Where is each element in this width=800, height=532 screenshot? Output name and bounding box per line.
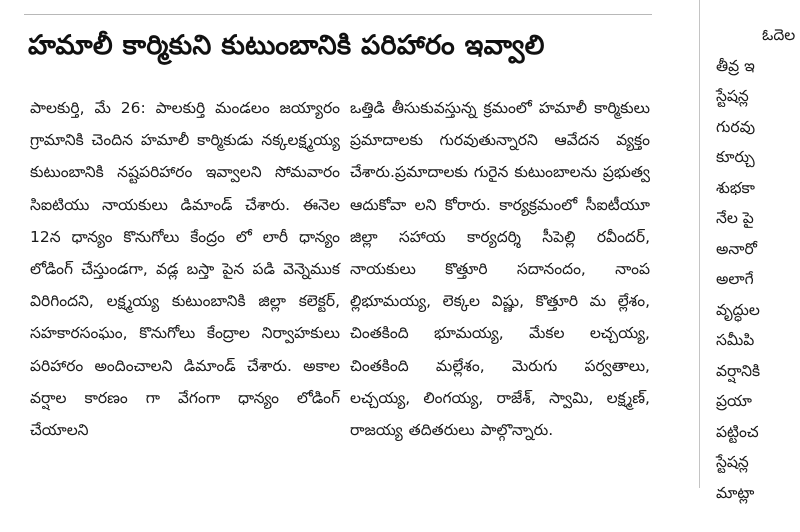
fragment-line: వర్షానికి: [716, 361, 761, 380]
article-body-right-column: ఒత్తిడి తీసుకువస్తున్న క్రమంలో హమాలీ కార్మికులు ప్రమాదాలకు గురవుతున్నారని ఆవేదన వ్యక్తం చేశారు.ప్రమాదాలకు గురైన కుటుంబాలను ప్రభుత్వ ఆదుకోవా లని కోరారు. కార్యక్రమంలో సీఐటీయూ జిల్లా సహాయ కార్యదర్శి సీపెల్లి రవీందర్, నాయకులు కొత్తూరి సదానందం, నాంప ల్లిభూమయ్య, లెక్కల విష్ణు, కొత్తూరి మ ల్లేశం, చింతకింది భూమయ్య, మేకల లచ్చయ్య, చింతకింది మల్లేశం, మెరుగు పర్వతాలు, లచ్చయ్య, లింగయ్య, రాజేశ్, స్వామి, లక్ష్మణ్, రాజయ్య తదితరులు పాల్గొన్నారు.: [350, 99, 650, 440]
fragment-line: ఓదెల: [762, 26, 796, 44]
fragment-line: కూర్చు: [716, 148, 755, 166]
fragment-line: అనారో: [716, 239, 757, 258]
fragment-line: నేల పై: [716, 209, 754, 227]
fragment-line: వృద్ధుల: [716, 300, 760, 319]
fragment-line: మాట్లా: [716, 483, 755, 502]
fragment-line: శుభకా: [716, 178, 755, 197]
fragment-line: సమీపి: [716, 331, 755, 349]
fragment-line: గురవు: [716, 117, 756, 136]
adjacent-article-fragment: [712, 0, 800, 532]
fragment-line: ప్రయా: [716, 392, 752, 410]
top-rule: [24, 14, 652, 15]
article-body-left-column: పాలకుర్తి, మే 26: పాలకుర్తి మండలం జయ్యారం గ్రామానికి చెందిన హమాలీ కార్మికుడు నక్కలక్ష్మయ్య కుటుంబానికి నష్టపరిహారం ఇవ్వాలని సోమవారం సిఐటియు నాయకులు డిమాండ్ చేశారు. ఈనెల 12న ధాన్యం కొనుగోలు కేంద్రం లో లారీ ధాన్యం లోడింగ్ చేస్తుండగా, వడ్ల బస్తా పైన పడి వెన్నెముక విరిగిందని, లక్ష్మయ్య కుటుంబానికి జిల్లా కలెక్టర్, సహకారసంఘం, కొనుగోలు కేంద్రాల నిర్వాహకులు పరిహారం అందించాలని డిమాండ్ చేశారు. అకాల వర్షాల కారణం గా వేగంగా ధాన్యం లోడింగ్ చేయాలని: [30, 99, 340, 440]
fragment-line: స్టేషన్ల: [716, 87, 749, 105]
article-headline: హమాలీ కార్మికుని కుటుంబానికి పరిహారం ఇవ్వాలి: [28, 30, 545, 61]
fragment-line: పట్టించ: [716, 422, 759, 441]
fragment-line: స్టేషన్ల: [716, 453, 749, 471]
column-divider: [699, 0, 700, 488]
fragment-line: తీవ్ర ఇ: [716, 56, 755, 75]
fragment-line: అలాగే: [716, 270, 754, 288]
